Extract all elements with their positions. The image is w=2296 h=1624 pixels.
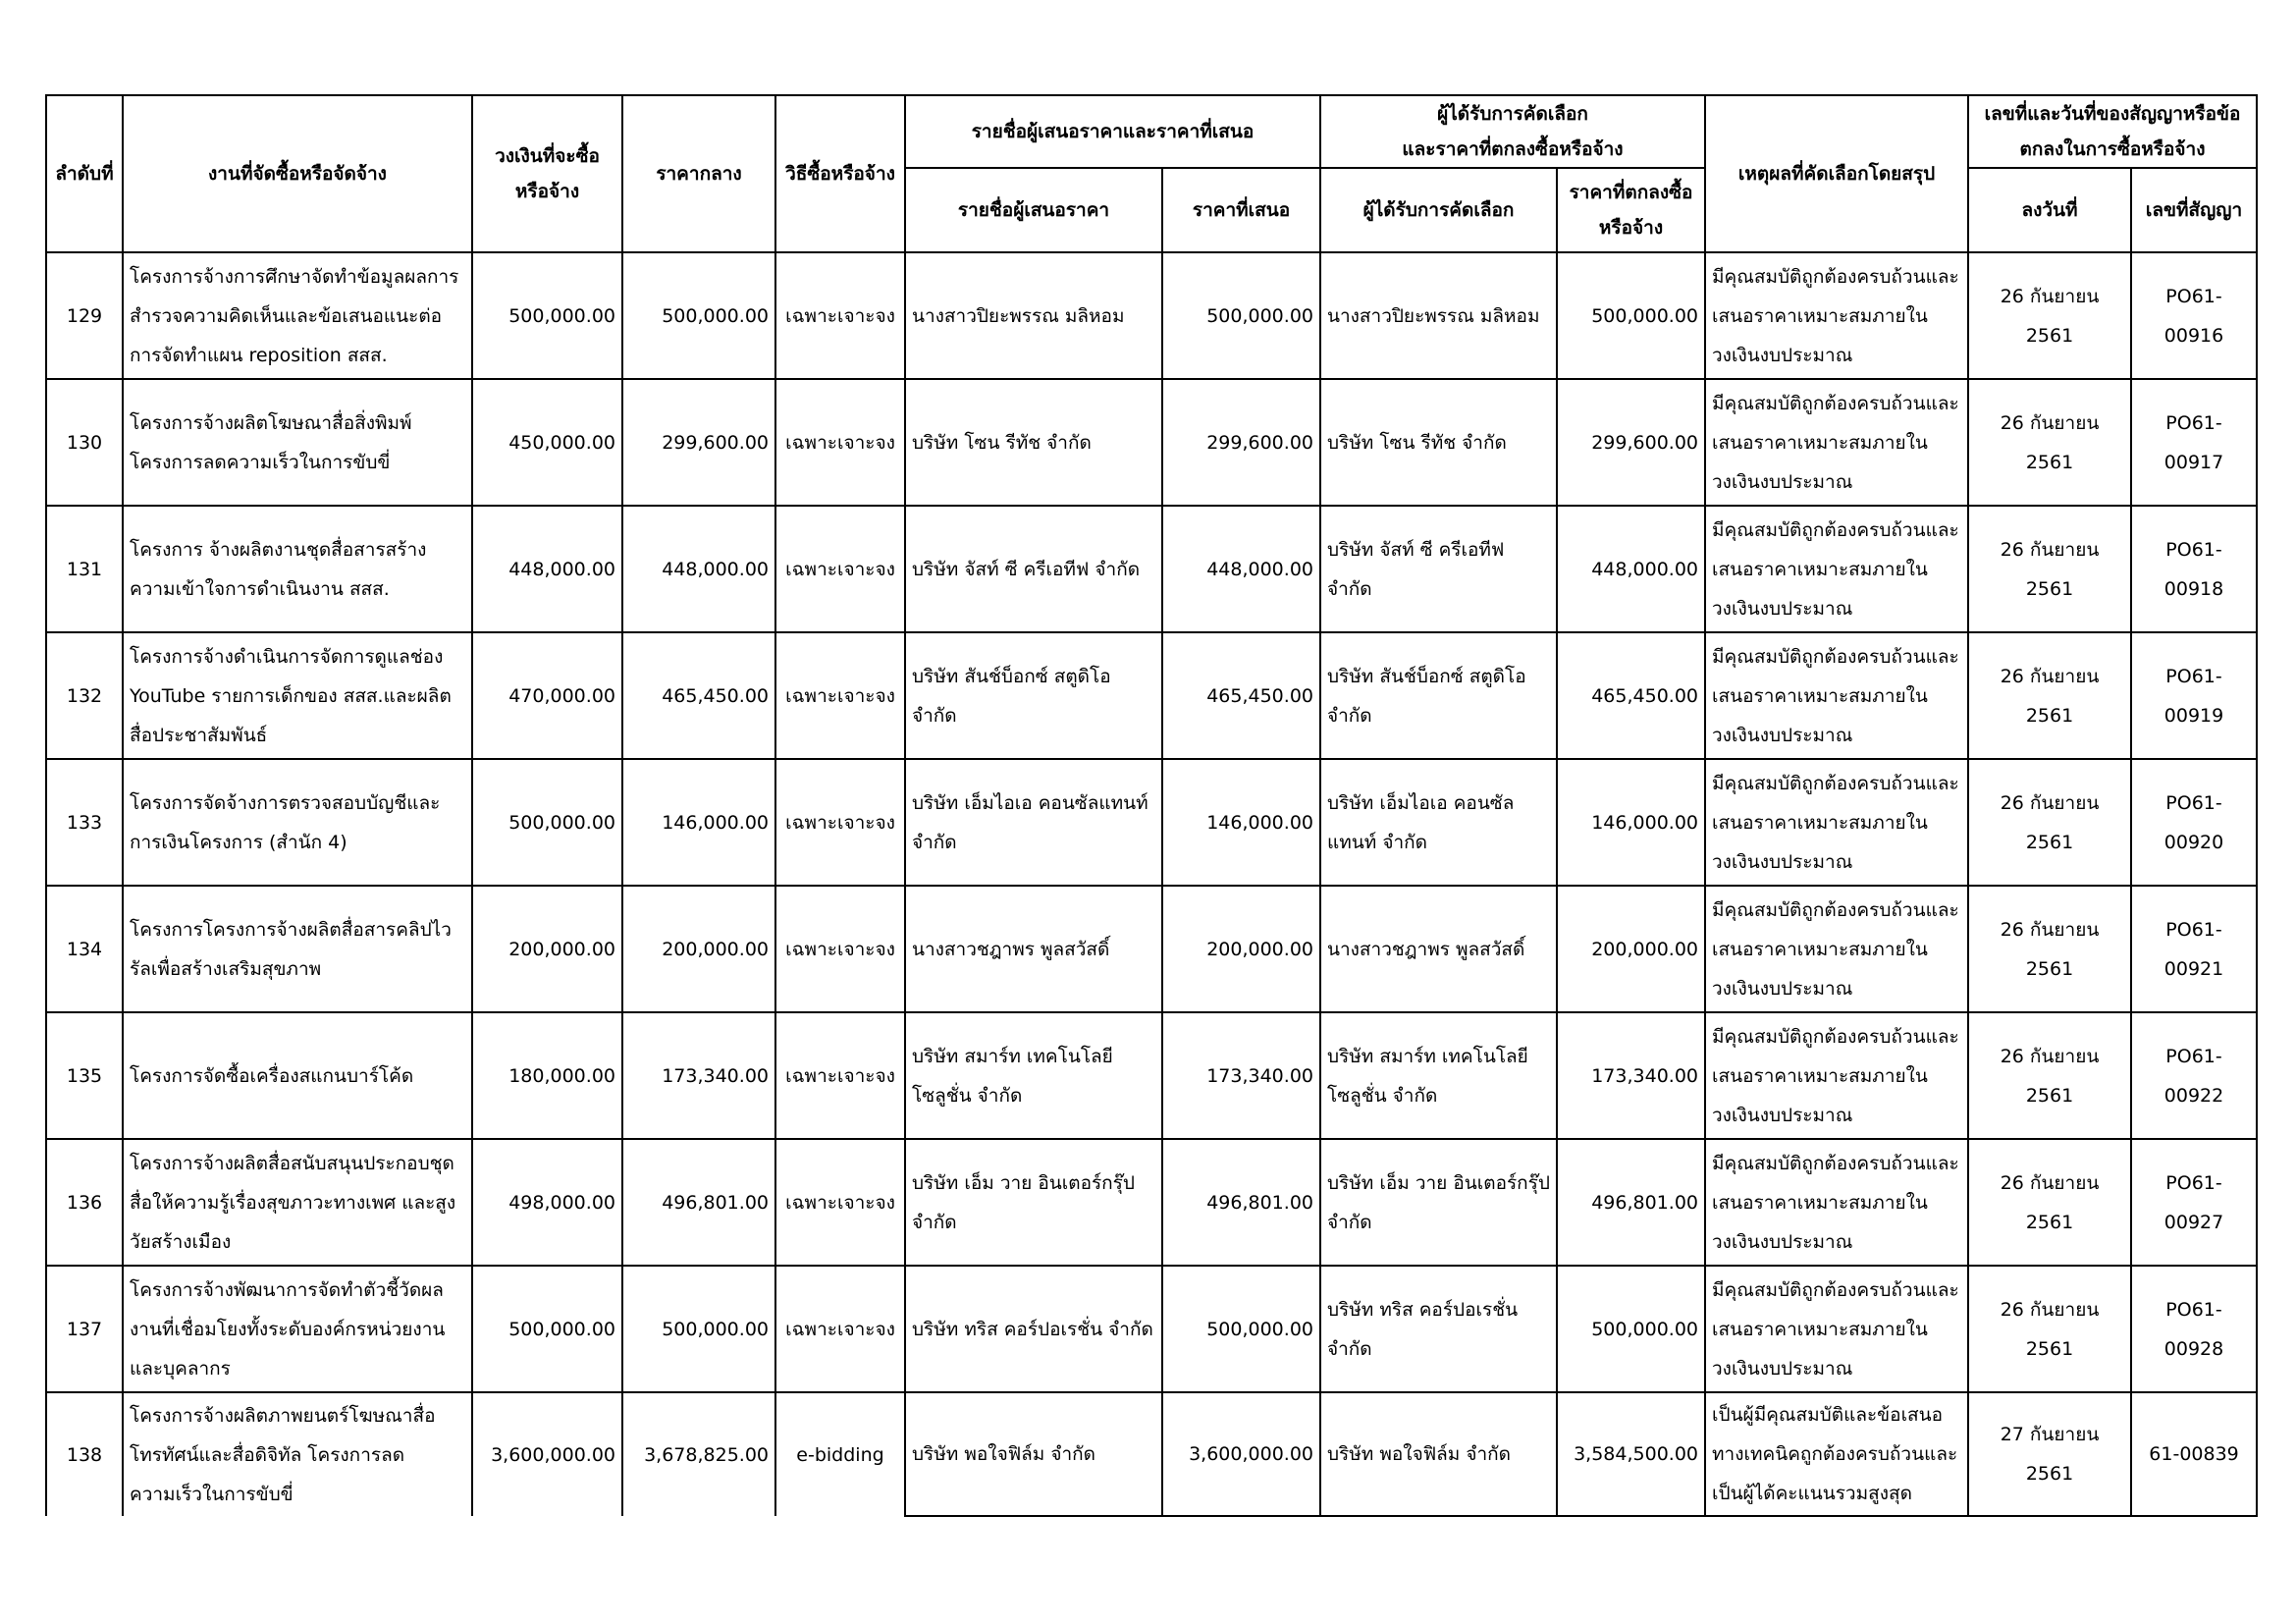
table-row — [46, 252, 2257, 379]
cell-contract-no: PO61-00921 — [2131, 886, 2257, 1012]
cell-reason: เป็นผู้มีคุณสมบัติและข้อเสนอทางเทคนิคถูกต้องครบถ้วนและเป็นผู้ได้คะแนนรวมสูงสุด — [1705, 1392, 1968, 1516]
cell-bidder: บริษัท พอใจฟิล์ม จำกัด — [905, 1392, 1162, 1516]
cell-method: e-bidding — [775, 1392, 905, 1516]
cell-bidder: บริษัท เอ็มไอเอ คอนซัลแทนท์ จำกัด — [905, 759, 1162, 886]
table-row — [46, 886, 2257, 1012]
header-work: งานที่จัดซื้อหรือจัดจ้าง — [123, 95, 472, 252]
cell-contract-no: PO61-00916 — [2131, 252, 2257, 379]
cell-budget: 500,000.00 — [472, 759, 622, 886]
header-selected-name: ผู้ได้รับการคัดเลือก — [1320, 168, 1557, 252]
cell-reason: มีคุณสมบัติถูกต้องครบถ้วนและเสนอราคาเหมาะสมภายในวงเงินงบประมาณ — [1705, 886, 1968, 1012]
header-contract-no: เลขที่สัญญา — [2131, 168, 2257, 252]
cell-budget: 200,000.00 — [472, 886, 622, 1012]
cell-bidder: บริษัท โซน รีทัช จำกัด — [905, 379, 1162, 506]
header-agreed-price: ราคาที่ตกลงซื้อหรือจ้าง — [1557, 168, 1705, 252]
table-row — [46, 1139, 2257, 1266]
cell-bid-price: 465,450.00 — [1162, 632, 1320, 759]
cell-method: เฉพาะเจาะจง — [775, 506, 905, 632]
cell-contract-date: 26 กันยายน 2561 — [1968, 1012, 2131, 1139]
cell-work: โครงการจ้างการศึกษาจัดทำข้อมูลผลการสำรวจความคิดเห็นและข้อเสนอแนะต่อการจัดทำแผน reposition สสส. — [123, 252, 472, 379]
cell-work: โครงการจ้างดำเนินการจัดการดูแลช่อง YouTube รายการเด็กของ สสส.และผลิตสื่อประชาสัมพันธ์ — [123, 632, 472, 759]
cell-seq: 131 — [46, 506, 123, 632]
cell-budget: 3,600,000.00 — [472, 1392, 622, 1516]
cell-contract-date: 26 กันยายน 2561 — [1968, 1139, 2131, 1266]
cell-median-price: 200,000.00 — [622, 886, 775, 1012]
table-row — [46, 1012, 2257, 1139]
cell-bidder: บริษัท จัสท์ ซี ครีเอทีฟ จำกัด — [905, 506, 1162, 632]
cell-agreed-price: 146,000.00 — [1557, 759, 1705, 886]
cell-work: โครงการ จ้างผลิตงานชุดสื่อสารสร้างความเข้าใจการดำเนินงาน สสส. — [123, 506, 472, 632]
header-bidders-group: รายชื่อผู้เสนอราคาและราคาที่เสนอ — [905, 95, 1320, 168]
header-contract-group: เลขที่และวันที่ของสัญญาหรือข้อตกลงในการซื้อหรือจ้าง — [1968, 95, 2257, 168]
cell-reason: มีคุณสมบัติถูกต้องครบถ้วนและเสนอราคาเหมาะสมภายในวงเงินงบประมาณ — [1705, 1139, 1968, 1266]
cell-contract-no: PO61-00917 — [2131, 379, 2257, 506]
cell-bidder: นางสาวชฎาพร พูลสวัสดิ์ — [905, 886, 1162, 1012]
cell-work: โครงการจัดซื้อเครื่องสแกนบาร์โค้ด — [123, 1012, 472, 1139]
cell-median-price: 500,000.00 — [622, 1266, 775, 1392]
cell-median-price: 500,000.00 — [622, 252, 775, 379]
table-row — [46, 506, 2257, 632]
header-bid-price: ราคาที่เสนอ — [1162, 168, 1320, 252]
cell-method: เฉพาะเจาะจง — [775, 1012, 905, 1139]
cell-seq: 133 — [46, 759, 123, 886]
cell-agreed-price: 500,000.00 — [1557, 252, 1705, 379]
cell-median-price: 146,000.00 — [622, 759, 775, 886]
cell-contract-date: 26 กันยายน 2561 — [1968, 886, 2131, 1012]
cell-seq: 135 — [46, 1012, 123, 1139]
cell-budget: 500,000.00 — [472, 252, 622, 379]
cell-bid-price: 299,600.00 — [1162, 379, 1320, 506]
cell-contract-date: 26 กันยายน 2561 — [1968, 759, 2131, 886]
cell-seq: 129 — [46, 252, 123, 379]
cell-budget: 470,000.00 — [472, 632, 622, 759]
header-method: วิธีซื้อหรือจ้าง — [775, 95, 905, 252]
cell-contract-no: PO61-00919 — [2131, 632, 2257, 759]
header-bidder-name: รายชื่อผู้เสนอราคา — [905, 168, 1162, 252]
cell-bidder: บริษัท เอ็ม วาย อินเตอร์กรุ๊ป จำกัด — [905, 1139, 1162, 1266]
table-header — [46, 95, 2257, 252]
cell-seq: 138 — [46, 1392, 123, 1516]
cell-reason: มีคุณสมบัติถูกต้องครบถ้วนและเสนอราคาเหมาะสมภายในวงเงินงบประมาณ — [1705, 1012, 1968, 1139]
cell-reason: มีคุณสมบัติถูกต้องครบถ้วนและเสนอราคาเหมาะสมภายในวงเงินงบประมาณ — [1705, 252, 1968, 379]
procurement-table — [45, 94, 2258, 1517]
cell-bidder: บริษัท ทริส คอร์ปอเรชั่น จำกัด — [905, 1266, 1162, 1392]
header-median-price: ราคากลาง — [622, 95, 775, 252]
cell-contract-no: PO61-00928 — [2131, 1266, 2257, 1392]
cell-bidder: บริษัท สมาร์ท เทคโนโลยี โซลูชั่น จำกัด — [905, 1012, 1162, 1139]
cell-method: เฉพาะเจาะจง — [775, 1139, 905, 1266]
cell-contract-no: PO61-00927 — [2131, 1139, 2257, 1266]
cell-method: เฉพาะเจาะจง — [775, 1266, 905, 1392]
cell-median-price: 173,340.00 — [622, 1012, 775, 1139]
cell-reason: มีคุณสมบัติถูกต้องครบถ้วนและเสนอราคาเหมาะสมภายในวงเงินงบประมาณ — [1705, 1266, 1968, 1392]
cell-seq: 130 — [46, 379, 123, 506]
header-selected-group-line1: ผู้ได้รับการคัดเลือก — [1437, 103, 1588, 125]
cell-work: โครงการจ้างผลิตโฆษณาสื่อสิ่งพิมพ์ โครงการลดความเร็วในการขับขี่ — [123, 379, 472, 506]
cell-bid-price: 500,000.00 — [1162, 252, 1320, 379]
cell-reason: มีคุณสมบัติถูกต้องครบถ้วนและเสนอราคาเหมาะสมภายในวงเงินงบประมาณ — [1705, 759, 1968, 886]
cell-seq: 132 — [46, 632, 123, 759]
cell-agreed-price: 448,000.00 — [1557, 506, 1705, 632]
header-selected-group — [1320, 95, 1705, 168]
cell-budget: 180,000.00 — [472, 1012, 622, 1139]
cell-contract-date: 26 กันยายน 2561 — [1968, 379, 2131, 506]
cell-selected: นางสาวชฎาพร พูลสวัสดิ์ — [1320, 886, 1557, 1012]
cell-selected: บริษัท โซน รีทัช จำกัด — [1320, 379, 1557, 506]
cell-bidder: บริษัท สันช์บ็อกซ์ สตูดิโอ จำกัด — [905, 632, 1162, 759]
cell-contract-no: PO61-00920 — [2131, 759, 2257, 886]
cell-seq: 134 — [46, 886, 123, 1012]
cell-agreed-price: 3,584,500.00 — [1557, 1392, 1705, 1516]
cell-method: เฉพาะเจาะจง — [775, 379, 905, 506]
cell-contract-date: 27 กันยายน 2561 — [1968, 1392, 2131, 1516]
cell-work: โครงการโครงการจ้างผลิตสื่อสารคลิปไวรัลเพื่อสร้างเสริมสุขภาพ — [123, 886, 472, 1012]
header-seq: ลำดับที่ — [46, 95, 123, 252]
header-selected-group-line2: และราคาที่ตกลงซื้อหรือจ้าง — [1402, 138, 1624, 160]
cell-bid-price: 173,340.00 — [1162, 1012, 1320, 1139]
cell-reason: มีคุณสมบัติถูกต้องครบถ้วนและเสนอราคาเหมาะสมภายในวงเงินงบประมาณ — [1705, 506, 1968, 632]
cell-bid-price: 146,000.00 — [1162, 759, 1320, 886]
cell-bid-price: 3,600,000.00 — [1162, 1392, 1320, 1516]
cell-agreed-price: 173,340.00 — [1557, 1012, 1705, 1139]
table-body — [46, 252, 2257, 1516]
cell-method: เฉพาะเจาะจง — [775, 886, 905, 1012]
cell-work: โครงการจัดจ้างการตรวจสอบบัญชีและการเงินโครงการ (สำนัก 4) — [123, 759, 472, 886]
cell-method: เฉพาะเจาะจง — [775, 632, 905, 759]
table-row — [46, 632, 2257, 759]
cell-median-price: 299,600.00 — [622, 379, 775, 506]
cell-agreed-price: 465,450.00 — [1557, 632, 1705, 759]
cell-selected: บริษัท จัสท์ ซี ครีเอทีฟ จำกัด — [1320, 506, 1557, 632]
cell-bid-price: 496,801.00 — [1162, 1139, 1320, 1266]
cell-work: โครงการจ้างพัฒนาการจัดทำตัวชี้วัดผลงานที่เชื่อมโยงทั้งระดับองค์กรหน่วยงานและบุคลากร — [123, 1266, 472, 1392]
cell-budget: 450,000.00 — [472, 379, 622, 506]
table-row — [46, 1266, 2257, 1392]
table-row — [46, 1392, 2257, 1516]
cell-contract-date: 26 กันยายน 2561 — [1968, 506, 2131, 632]
cell-contract-no: 61-00839 — [2131, 1392, 2257, 1516]
table-row — [46, 759, 2257, 886]
cell-selected: นางสาวปิยะพรรณ มลิหอม — [1320, 252, 1557, 379]
cell-median-price: 448,000.00 — [622, 506, 775, 632]
cell-agreed-price: 299,600.00 — [1557, 379, 1705, 506]
cell-method: เฉพาะเจาะจง — [775, 759, 905, 886]
cell-selected: บริษัท สันช์บ็อกซ์ สตูดิโอ จำกัด — [1320, 632, 1557, 759]
cell-contract-date: 26 กันยายน 2561 — [1968, 252, 2131, 379]
cell-contract-no: PO61-00918 — [2131, 506, 2257, 632]
cell-reason: มีคุณสมบัติถูกต้องครบถ้วนและเสนอราคาเหมาะสมภายในวงเงินงบประมาณ — [1705, 632, 1968, 759]
cell-agreed-price: 496,801.00 — [1557, 1139, 1705, 1266]
cell-median-price: 496,801.00 — [622, 1139, 775, 1266]
cell-agreed-price: 500,000.00 — [1557, 1266, 1705, 1392]
cell-bid-price: 448,000.00 — [1162, 506, 1320, 632]
cell-work: โครงการจ้างผลิตภาพยนตร์โฆษณาสื่อโทรทัศน์และสื่อดิจิทัล โครงการลดความเร็วในการขับขี่ — [123, 1392, 472, 1516]
cell-agreed-price: 200,000.00 — [1557, 886, 1705, 1012]
cell-contract-date: 26 กันยายน 2561 — [1968, 632, 2131, 759]
cell-contract-date: 26 กันยายน 2561 — [1968, 1266, 2131, 1392]
cell-selected: บริษัท พอใจฟิล์ม จำกัด — [1320, 1392, 1557, 1516]
cell-budget: 498,000.00 — [472, 1139, 622, 1266]
cell-work: โครงการจ้างผลิตสื่อสนับสนุนประกอบชุดสื่อให้ความรู้เรื่องสุขภาวะทางเพศ และสูงวัยสร้างเมือง — [123, 1139, 472, 1266]
cell-median-price: 3,678,825.00 — [622, 1392, 775, 1516]
cell-budget: 500,000.00 — [472, 1266, 622, 1392]
cell-selected: บริษัท สมาร์ท เทคโนโลยี โซลูชั่น จำกัด — [1320, 1012, 1557, 1139]
cell-bid-price: 200,000.00 — [1162, 886, 1320, 1012]
header-reason: เหตุผลที่คัดเลือกโดยสรุป — [1705, 95, 1968, 252]
cell-median-price: 465,450.00 — [622, 632, 775, 759]
cell-budget: 448,000.00 — [472, 506, 622, 632]
cell-bid-price: 500,000.00 — [1162, 1266, 1320, 1392]
cell-selected: บริษัท เอ็ม วาย อินเตอร์กรุ๊ป จำกัด — [1320, 1139, 1557, 1266]
cell-contract-no: PO61-00922 — [2131, 1012, 2257, 1139]
cell-seq: 136 — [46, 1139, 123, 1266]
header-budget: วงเงินที่จะซื้อหรือจ้าง — [472, 95, 622, 252]
cell-selected: บริษัท เอ็มไอเอ คอนซัลแทนท์ จำกัด — [1320, 759, 1557, 886]
cell-selected: บริษัท ทริส คอร์ปอเรชั่น จำกัด — [1320, 1266, 1557, 1392]
table-row — [46, 379, 2257, 506]
cell-bidder: นางสาวปิยะพรรณ มลิหอม — [905, 252, 1162, 379]
cell-seq: 137 — [46, 1266, 123, 1392]
header-contract-date: ลงวันที่ — [1968, 168, 2131, 252]
cell-reason: มีคุณสมบัติถูกต้องครบถ้วนและเสนอราคาเหมาะสมภายในวงเงินงบประมาณ — [1705, 379, 1968, 506]
cell-method: เฉพาะเจาะจง — [775, 252, 905, 379]
